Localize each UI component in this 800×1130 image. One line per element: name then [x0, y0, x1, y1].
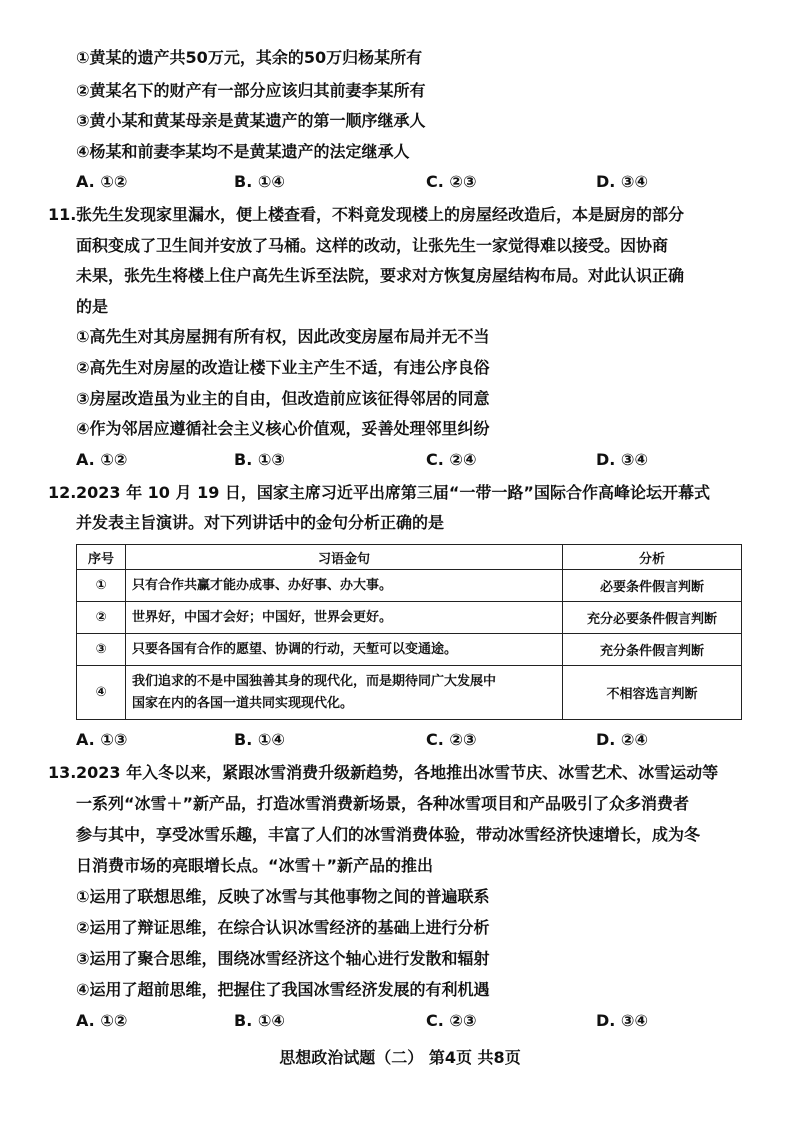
quote-text-line-2: 国家在内的各国一道共同实现现代化。 [132, 695, 354, 711]
q13-statement-4: ④运用了超前思维，把握住了我国冰雪经济发展的有利机遇 [76, 980, 490, 999]
row-number: ③ [77, 634, 126, 666]
q11-stem-line-2: 面积变成了卫生间并安放了马桶。这样的改动，让张先生一家觉得难以接受。因协商 [76, 236, 669, 255]
q11-stem-line-3: 未果，张先生将楼上住户高先生诉至法院，要求对方恢复房屋结构布局。对此认识正确 [76, 266, 685, 285]
q11-stem-line-4: 的是 [76, 297, 109, 316]
q12-number: 12. [48, 483, 77, 502]
q12-option-a: A. ①③ [76, 730, 128, 749]
q13-statement-1: ①运用了联想思维，反映了冰雪与其他事物之间的普遍联系 [76, 887, 490, 906]
q13-stem-line-1: 2023 年入冬以来，紧跟冰雪消费升级新趋势，各地推出冰雪节庆、冰雪艺术、冰雪运动等 [76, 763, 719, 782]
q13-option-a: A. ①② [76, 1011, 128, 1030]
row-quote [126, 634, 563, 666]
row-quote [126, 570, 563, 602]
q12-option-b: B. ①④ [234, 730, 285, 749]
q11-option-a: A. ①② [76, 450, 128, 469]
row-analysis: 充分必要条件假言判断 [563, 602, 742, 634]
q12-stem-line-2: 并发表主旨演讲。对下列讲话中的金句分析正确的是 [76, 513, 445, 532]
page-footer: 思想政治试题（二） 第4页 共8页 [279, 1048, 521, 1067]
q10-statement-1: ①黄某的遗产共50万元，其余的50万归杨某所有 [76, 48, 423, 67]
q13-stem-line-4: 日消费市场的亮眼增长点。“冰雪＋”新产品的推出 [76, 856, 434, 875]
row-quote [126, 602, 563, 634]
q13-number: 13. [48, 763, 77, 782]
q13-options [76, 1011, 726, 1031]
row-quote [126, 666, 563, 720]
q11-statement-4: ④作为邻居应遵循社会主义核心价值观，妥善处理邻里纠纷 [76, 419, 490, 438]
q11-statement-1: ①高先生对其房屋拥有所有权，因此改变房屋布局并无不当 [76, 327, 490, 346]
header-quote: 习语金句 [126, 545, 563, 570]
q10-statement-3: ③黄小某和黄某母亲是黄某遗产的第一顺序继承人 [76, 111, 426, 130]
q11-option-d: D. ③④ [596, 450, 649, 469]
q10-option-c: C. ②③ [426, 172, 477, 191]
row-analysis: 充分条件假言判断 [563, 634, 742, 666]
row-analysis: 不相容选言判断 [563, 666, 742, 720]
q13-option-b: B. ①④ [234, 1011, 285, 1030]
q11-options [76, 450, 726, 470]
q12-option-c: C. ②③ [426, 730, 477, 749]
q10-statement-2: ②黄某名下的财产有一部分应该归其前妻李某所有 [76, 81, 426, 100]
q11-number: 11. [48, 205, 77, 224]
quote-analysis-table [76, 544, 742, 720]
q13-statement-3: ③运用了聚合思维，围绕冰雪经济这个轴心进行发散和辐射 [76, 949, 490, 968]
quote-text-line-1: 我们追求的不是中国独善其身的现代化，而是期待同广大发展中 [132, 673, 497, 689]
q10-option-d: D. ③④ [596, 172, 649, 191]
row-number: ① [77, 570, 126, 602]
row-number: ② [77, 602, 126, 634]
q13-stem-line-2: 一系列“冰雪＋”新产品，打造冰雪消费新场景，各种冰雪项目和产品吸引了众多消费者 [76, 794, 690, 813]
table-row [77, 602, 742, 634]
quote-text: 只要各国有合作的愿望、协调的行动，天堑可以变通途。 [132, 641, 458, 657]
q13-statement-2: ②运用了辩证思维，在综合认识冰雪经济的基础上进行分析 [76, 918, 490, 937]
q10-statement-4: ④杨某和前妻李某均不是黄某遗产的法定继承人 [76, 142, 410, 161]
table-header-row [77, 545, 742, 570]
header-analysis: 分析 [563, 545, 742, 570]
q12-stem-line-1: 2023 年 10 月 19 日，国家主席习近平出席第三届“一带一路”国际合作高峰论坛开幕式 [76, 483, 710, 502]
q10-options [76, 172, 726, 192]
q11-option-b: B. ①③ [234, 450, 285, 469]
q13-stem-line-3: 参与其中，享受冰雪乐趣，丰富了人们的冰雪消费体验，带动冰雪经济快速增长，成为冬 [76, 825, 701, 844]
q12-option-d: D. ②④ [596, 730, 649, 749]
q10-option-b: B. ①④ [234, 172, 285, 191]
q13-option-d: D. ③④ [596, 1011, 649, 1030]
q11-statement-2: ②高先生对房屋的改造让楼下业主产生不适，有违公序良俗 [76, 358, 490, 377]
quote-text: 世界好，中国才会好；中国好，世界会更好。 [132, 609, 393, 625]
row-number: ④ [77, 666, 126, 720]
quote-text: 只有合作共赢才能办成事、办好事、办大事。 [132, 577, 393, 593]
q12-options [76, 730, 726, 750]
table-row [77, 570, 742, 602]
q11-statement-3: ③房屋改造虽为业主的自由，但改造前应该征得邻居的同意 [76, 389, 490, 408]
q11-stem-line-1: 张先生发现家里漏水，便上楼查看，不料竟发现楼上的房屋经改造后，本是厨房的部分 [76, 205, 685, 224]
q10-option-a: A. ①② [76, 172, 128, 191]
table-row [77, 634, 742, 666]
header-number: 序号 [77, 545, 126, 570]
q13-option-c: C. ②③ [426, 1011, 477, 1030]
row-analysis: 必要条件假言判断 [563, 570, 742, 602]
table-row [77, 666, 742, 720]
q11-option-c: C. ②④ [426, 450, 477, 469]
